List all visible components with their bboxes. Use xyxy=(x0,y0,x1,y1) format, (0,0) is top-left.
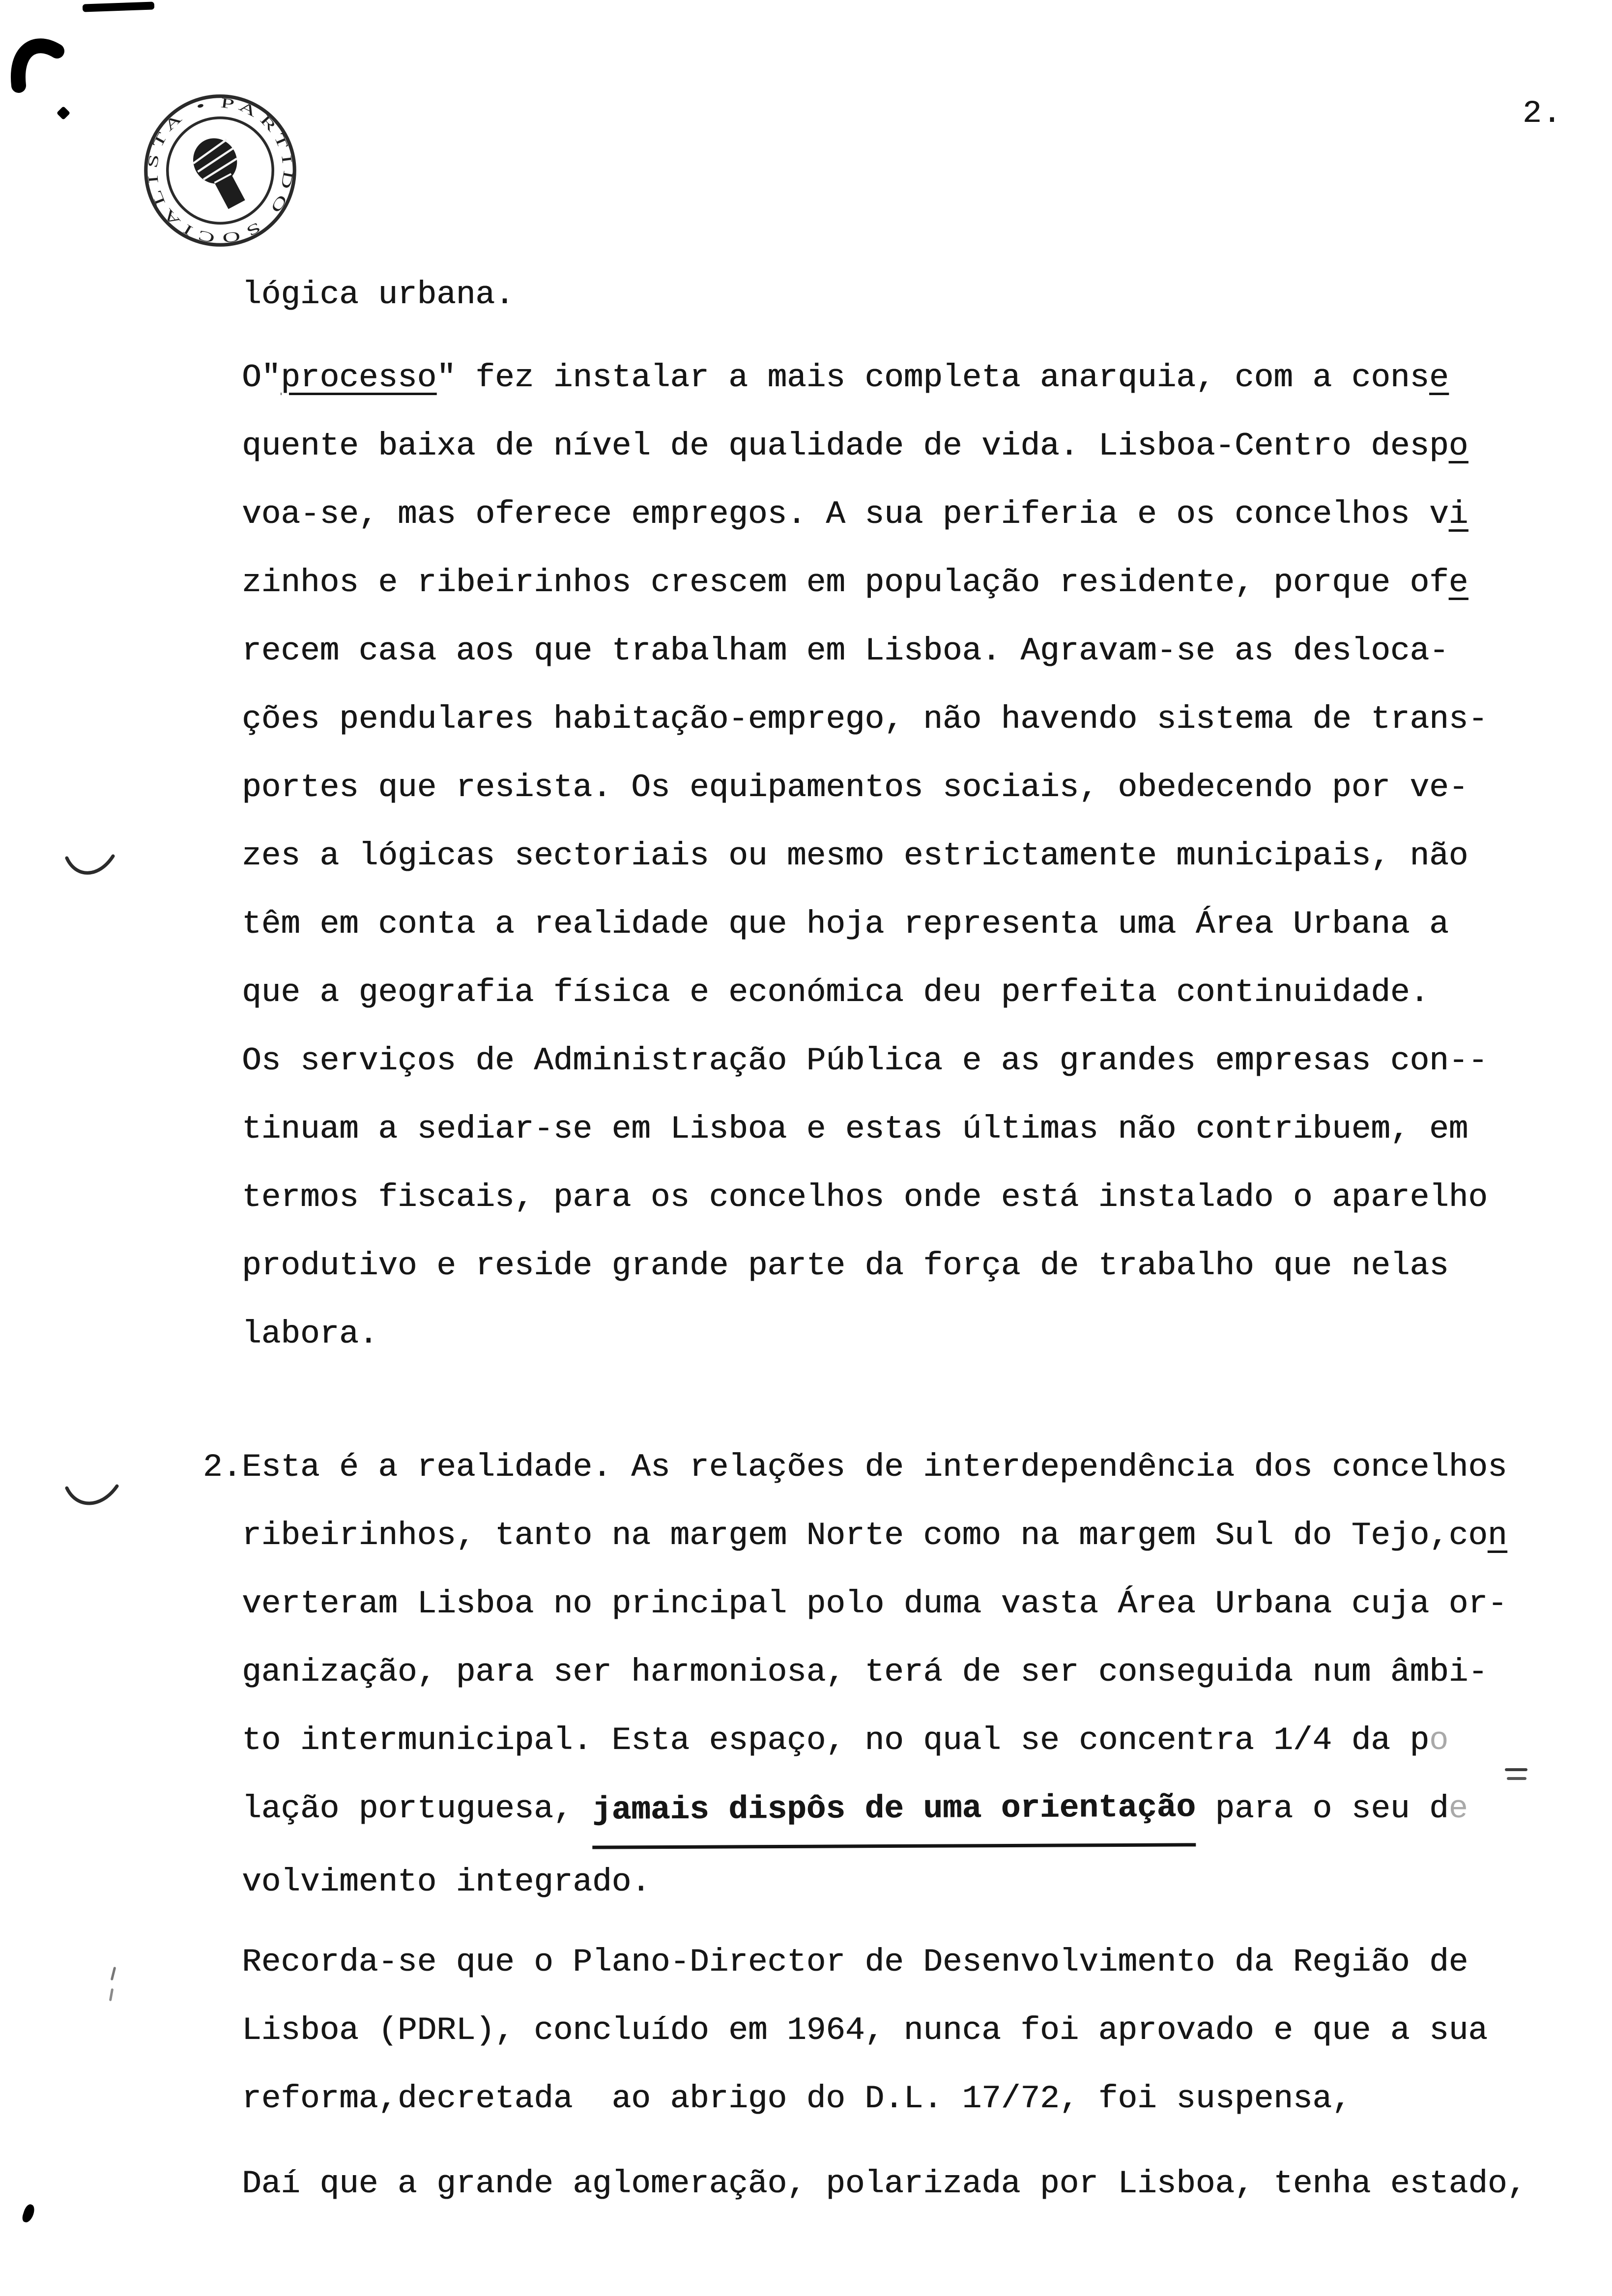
raised-fist-icon xyxy=(185,131,257,214)
text-segment: para o seu d xyxy=(1195,1790,1449,1827)
text-segment: ribeirinhos, tanto na margem Norte como na margem Sul do Tejo,co xyxy=(242,1517,1488,1554)
pencil-mark-icon xyxy=(111,1967,116,1980)
document-line xyxy=(242,260,1579,329)
text-segment: tinuam a sediar-se em Lisboa e estas últimas não contribuem, em xyxy=(242,1111,1468,1148)
document-line xyxy=(242,1300,1579,1368)
document-line xyxy=(242,1095,1579,1163)
document-line xyxy=(242,412,1579,480)
text-segment: to intermunicipal. Esta espaço, no qual se concentra 1/4 da p xyxy=(242,1722,1429,1759)
text-segment: labora. xyxy=(242,1316,378,1352)
text-segment: ções pendulares habitação-emprego, não havendo sistema de trans- xyxy=(242,701,1488,738)
text-segment: têm em conta a realidade que hoja representa uma Área Urbana a xyxy=(242,906,1449,943)
text-segment: 2.Esta é a realidade. As relações de interdependência dos concelhos xyxy=(202,1449,1507,1486)
document-line xyxy=(242,1996,1579,2065)
document-line xyxy=(242,1928,1579,1996)
underlined-text-segment: jamais dispôs de uma orientação xyxy=(592,1773,1196,1849)
text-segment: Os serviços de Administração Pública e as grandes empresas con-- xyxy=(242,1042,1488,1079)
text-segment: ganização, para ser harmoniosa, terá de ser conseguida num âmbi- xyxy=(242,1654,1488,1691)
paragraph-2 xyxy=(202,1433,1579,1916)
document-line xyxy=(242,1848,1579,1916)
text-segment: portes que resista. Os equipamentos sociais, obedecendo por ve- xyxy=(242,769,1468,806)
ink-artifact xyxy=(21,2203,36,2224)
underlined-text-segment: o xyxy=(1448,428,1468,464)
text-segment: volvimento integrado. xyxy=(242,1864,651,1900)
text-segment: lógica urbana. xyxy=(242,276,515,313)
document-line xyxy=(242,685,1579,753)
document-body xyxy=(202,260,1579,2218)
text-segment: verteram Lisboa no principal polo duma vasta Área Urbana cuja or- xyxy=(242,1585,1507,1622)
text-segment: Recorda-se que o Plano-Director de Desenvolvimento da Região de xyxy=(242,1944,1468,1980)
text-segment: e xyxy=(1448,1790,1468,1827)
ink-artifact xyxy=(83,1,154,12)
document-line xyxy=(242,2065,1579,2133)
document-line xyxy=(242,1163,1579,1232)
paragraph-4 xyxy=(242,2150,1579,2218)
handwritten-margin-mark-icon xyxy=(63,851,117,886)
document-line xyxy=(242,2150,1579,2218)
page-number: 2. xyxy=(1523,96,1562,132)
underlined-text-segment: i xyxy=(1448,496,1468,533)
text-segment: quente baixa de nível de qualidade de vida. Lisboa-Centro desp xyxy=(242,428,1449,464)
paragraph-1 xyxy=(242,344,1579,1368)
document-line xyxy=(203,1433,1579,1501)
paragraph-3 xyxy=(242,1928,1579,2133)
underlined-text-segment: e xyxy=(1429,359,1449,396)
document-line xyxy=(242,1027,1579,1095)
document-line xyxy=(242,958,1579,1027)
document-line xyxy=(242,753,1579,822)
partido-socialista-stamp-icon xyxy=(139,89,301,252)
document-line xyxy=(242,617,1579,685)
text-segment: zinhos e ribeirinhos crescem em população residente, porque of xyxy=(242,564,1449,601)
document-line xyxy=(242,822,1579,890)
document-line xyxy=(242,548,1579,617)
text-segment: " fez instalar a mais completa anarquia, com a cons xyxy=(436,359,1430,396)
text-segment: zes a lógicas sectoriais ou mesmo estrictamente municipais, não xyxy=(242,837,1468,874)
document-line xyxy=(242,1501,1579,1570)
text-segment: recem casa aos que trabalham em Lisboa. Agravam-se as desloca- xyxy=(242,632,1449,669)
pencil-mark-icon xyxy=(109,1988,114,2001)
text-segment: Lisboa (PDRL), concluído em 1964, nunca foi aprovado e que a sua xyxy=(242,2012,1488,2049)
document-line xyxy=(242,480,1579,548)
text-segment: o xyxy=(1429,1722,1449,1759)
text-segment: lação portuguesa, xyxy=(242,1790,592,1827)
text-segment: produtivo e reside grande parte da força de trabalho que nelas xyxy=(242,1247,1449,1284)
text-segment: que a geografia física e económica deu perfeita continuidade. xyxy=(242,974,1429,1011)
document-line xyxy=(242,1638,1579,1706)
paragraph-intro xyxy=(242,260,1579,329)
text-segment: O" xyxy=(242,359,281,396)
document-line xyxy=(242,1570,1579,1638)
document-line xyxy=(242,1232,1579,1300)
handwritten-margin-mark-icon xyxy=(63,1480,121,1516)
document-line xyxy=(242,1775,1579,1848)
underlined-text-segment: processo xyxy=(281,359,437,396)
text-segment: termos fiscais, para os concelhos onde está instalado o aparelho xyxy=(242,1179,1488,1216)
document-line xyxy=(242,890,1579,958)
underlined-text-segment: e xyxy=(1448,564,1468,601)
text-segment: reforma,decretada ao abrigo do D.L. 17/72, foi suspensa, xyxy=(242,2080,1352,2117)
stamp-ring-text: PARTIDO SOCIALISTA • xyxy=(144,95,296,246)
document-line xyxy=(242,1706,1579,1775)
text-segment: voa-se, mas oferece empregos. A sua periferia e os concelhos v xyxy=(242,496,1449,533)
text-segment: Daí que a grande aglomeração, polarizada por Lisboa, tenha estado, xyxy=(242,2165,1527,2202)
document-line xyxy=(242,344,1579,412)
ink-artifact xyxy=(6,34,70,113)
underlined-text-segment: n xyxy=(1487,1517,1507,1554)
